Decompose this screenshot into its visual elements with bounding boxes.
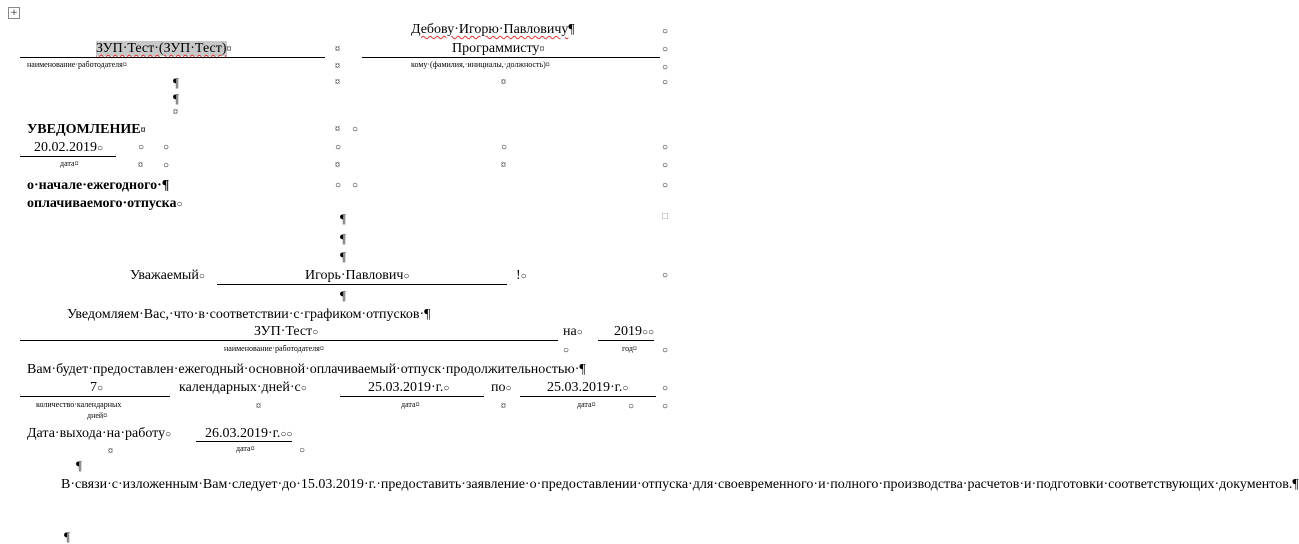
greeting-label-cell: Уважаемый○	[130, 268, 205, 283]
pilcrow-mark: ¶	[340, 211, 346, 226]
year-cell[interactable]: 2019○○	[614, 324, 655, 339]
recipient-underline	[362, 57, 660, 58]
notice-employer: ЗУП·Тест	[254, 324, 313, 339]
row-end-mark: ○	[662, 62, 669, 73]
vacation-intro: Вам·будет·предоставлен·ежегодный·основной·оплачиваемый·отпуск·продолжительностью·¶	[27, 362, 586, 377]
cell-end-mark: ¤	[256, 401, 261, 412]
greeting-end-cell: !○	[516, 268, 527, 283]
pilcrow-mark: ¶	[340, 231, 346, 246]
recipient-position-cell[interactable]	[452, 41, 544, 57]
cell-end-mark: ○	[563, 345, 570, 356]
cell-end-mark: ¤	[173, 107, 178, 118]
recipient-position: Программисту	[452, 41, 540, 56]
title-cell[interactable]	[27, 122, 146, 138]
notice-title: УВЕДОМЛЕНИЕ	[27, 122, 141, 137]
cell-end-mark: ○	[97, 143, 104, 154]
vacation-days: 7	[90, 380, 97, 395]
return-date: 26.03.2019·г.	[205, 426, 281, 441]
employer-name-text: ЗУП·Тест·(ЗУП·Тест)	[96, 41, 227, 56]
cell-end-mark: ¤	[335, 124, 340, 135]
cell-end-mark: ○	[335, 142, 342, 153]
cell-end-mark: ○	[622, 383, 629, 394]
to-date-caption: дата¤	[577, 400, 596, 409]
date-underline	[20, 156, 116, 157]
notice-date: 20.02.2019	[34, 140, 97, 155]
cell-end-mark: ¤	[335, 77, 340, 88]
employer-caption: наименование·работодателя¤	[27, 60, 127, 69]
end-of-table-mark: □	[662, 211, 669, 222]
cell-end-mark: ○	[501, 142, 508, 153]
cell-end-mark: ¤	[335, 160, 340, 171]
cell-end-mark: ○	[138, 142, 145, 153]
date-cell[interactable]	[34, 140, 103, 156]
employer-underline	[20, 57, 325, 58]
row-end-mark: ○	[662, 142, 669, 153]
to-date-underline	[520, 396, 656, 397]
pilcrow-mark: ¶	[568, 22, 575, 37]
row-end-mark: ○	[662, 383, 669, 394]
table-move-handle-icon[interactable]: +	[8, 7, 20, 19]
return-date-caption: дата¤	[236, 444, 255, 453]
notice-employer-cell[interactable]	[254, 324, 318, 340]
year-underline	[598, 340, 654, 341]
cell-end-mark: ¤	[501, 160, 506, 171]
to-date-cell[interactable]	[547, 380, 628, 396]
notice-intro: Уведомляем·Вас,·что·в·соответствии·с·графиком·отпусков·¶	[67, 307, 431, 322]
subject-line-1: о·начале·ежегодного·¶	[27, 178, 170, 193]
from-date-caption: дата¤	[401, 400, 420, 409]
row-end-mark: ○	[352, 124, 359, 135]
row-end-mark: ○	[662, 270, 669, 281]
employer-name	[96, 41, 227, 56]
cell-end-mark: ¤	[226, 44, 232, 55]
pilcrow-mark: ¶	[1292, 477, 1299, 492]
cell-end-mark: ¤	[335, 61, 340, 72]
on-label-cell: на○	[563, 324, 583, 339]
year-caption: год¤	[622, 344, 637, 353]
row-end-mark: ○	[662, 77, 669, 88]
return-date-underline	[196, 441, 292, 442]
pilcrow-mark: ¶	[173, 91, 179, 106]
cell-end-mark: ○	[642, 327, 649, 338]
cell-end-mark: ¤	[501, 77, 506, 88]
return-label-cell: Дата·выхода·на·работу○	[27, 426, 172, 441]
notice-employer-underline	[20, 340, 558, 341]
cell-end-mark: ○	[280, 429, 287, 440]
notice-employer-caption: наименование·работодателя¤	[224, 344, 324, 353]
row-end-mark: ○	[628, 401, 635, 412]
days-underline	[20, 396, 170, 397]
cell-end-mark: ○	[163, 142, 170, 153]
cell-end-mark: ¤	[335, 44, 340, 55]
pilcrow-mark: ¶	[76, 458, 82, 473]
row-end-mark: ○	[662, 44, 669, 55]
to-label-cell: по○	[491, 380, 512, 395]
row-end-mark: ○	[335, 180, 342, 191]
from-date-underline	[340, 396, 484, 397]
vacation-to-date: 25.03.2019·г.	[547, 380, 623, 395]
cell-end-mark: ¤	[501, 401, 506, 412]
greeting-underline	[217, 284, 507, 285]
row-end-mark: ○	[352, 180, 359, 191]
pilcrow-mark: ¶	[340, 288, 346, 303]
days-label-cell: календарных·дней·с○	[179, 380, 307, 395]
days-cell[interactable]	[90, 380, 103, 396]
employer-name-cell[interactable]	[96, 41, 232, 57]
recipient-name-cell[interactable]	[411, 22, 575, 38]
pilcrow-mark: ¶	[64, 529, 70, 544]
return-date-cell[interactable]: 26.03.2019·г.○○	[205, 426, 293, 441]
vacation-from-date: 25.03.2019·г.	[368, 380, 444, 395]
days-caption-line-2: дней¤	[87, 411, 108, 420]
cell-end-mark: ¤	[108, 446, 113, 457]
vacation-year: 2019	[614, 324, 642, 339]
cell-end-mark: ○	[97, 383, 104, 394]
pilcrow-mark: ¶	[173, 75, 179, 90]
row-end-mark: ○	[299, 445, 306, 456]
row-end-mark: ○	[662, 345, 669, 356]
subject-line-2: оплачиваемого·отпуска○	[27, 196, 183, 211]
row-end-mark: ○	[662, 160, 669, 171]
row-end-mark: ○	[662, 26, 669, 37]
cell-end-mark: ¤	[539, 44, 545, 55]
cell-end-mark: ○	[163, 160, 170, 171]
closing-paragraph	[28, 476, 1299, 495]
cell-end-mark: ○	[403, 271, 410, 282]
cell-end-mark: ¤	[140, 125, 146, 136]
row-end-mark: ○	[662, 401, 669, 412]
addressee-name: Игорь·Павлович	[305, 268, 404, 283]
date-caption: дата¤	[60, 159, 79, 168]
cell-end-mark: ○	[443, 383, 450, 394]
cell-end-mark: ○	[312, 327, 319, 338]
pilcrow-mark: ¶	[340, 249, 346, 264]
greeting-name-cell[interactable]	[305, 268, 409, 284]
row-end-mark: ○	[662, 180, 669, 191]
closing-paragraph-text: В·связи·с·изложенным·Вам·следует·до·15.03.2019·г.·предоставить·заявление·о·предоставлении·отпуска·для·своевременного·и·полного·производства·расчетов·и·подготовки·соответствующих·документов.	[61, 477, 1293, 492]
recipient-name: Дебову·Игорю·Павловичу	[411, 22, 569, 37]
cell-end-mark: ¤	[138, 160, 143, 171]
from-date-cell[interactable]	[368, 380, 449, 396]
days-caption-line-1: количество·календарных	[36, 400, 122, 409]
recipient-caption: кому·(фамилия,·инициалы,·должность)¤	[411, 60, 550, 69]
